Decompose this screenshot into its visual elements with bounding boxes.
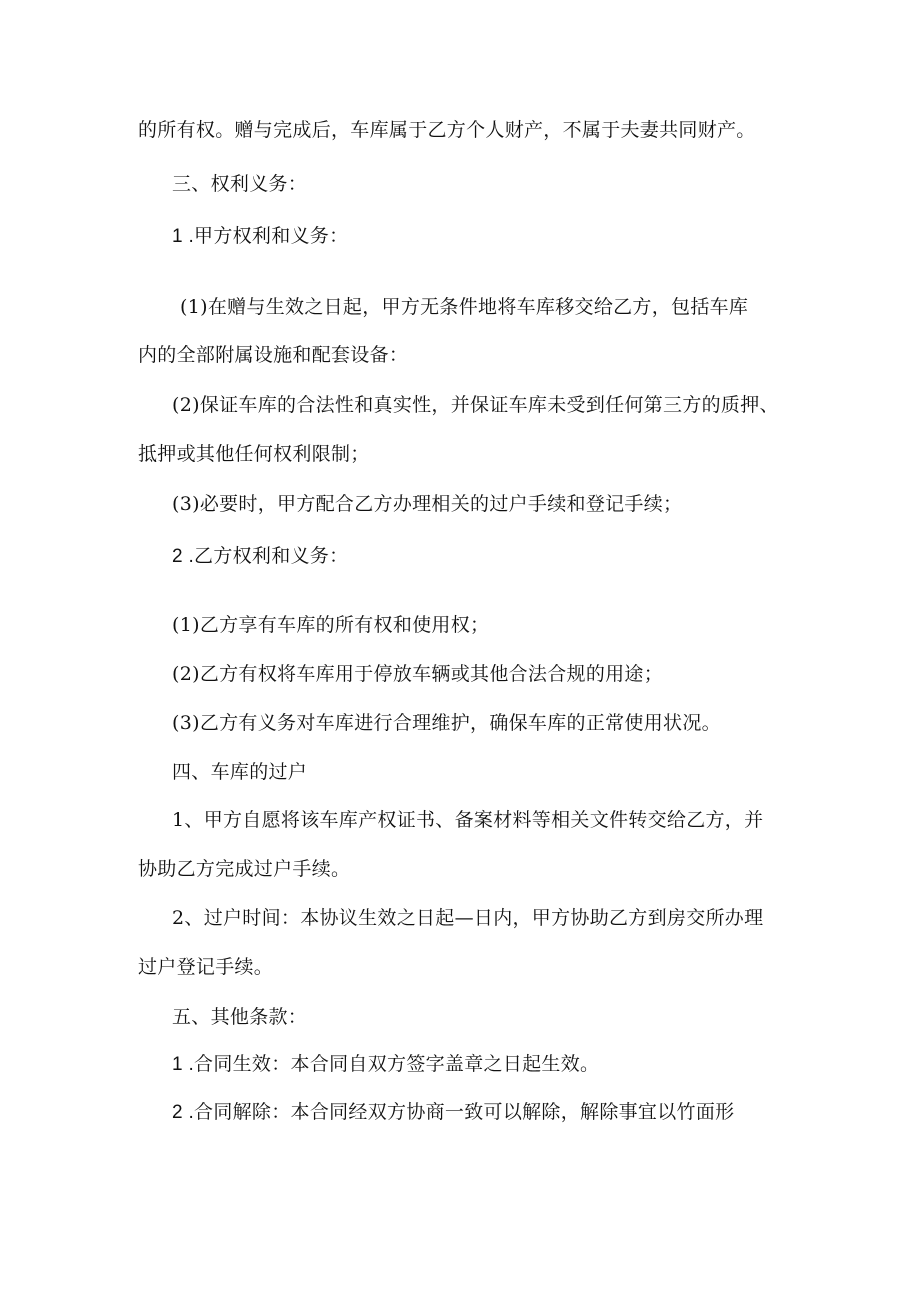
subsection-heading-party-b: 2 .乙方权利和义务： — [172, 546, 349, 567]
clause-a1-line1: (1)在赠与生效之日起，甲方无条件地将车库移交给乙方，包括车库 — [180, 296, 749, 318]
section-heading-transfer: 四、车库的过户 — [172, 761, 308, 783]
paragraph-continuation-line: 的所有权。赠与完成后，车库属于乙方个人财产，不属于夫妻共同财产。 — [138, 119, 756, 141]
other-clause1: 1 .合同生效：本合同自双方签字盖章之日起生效。 — [172, 1054, 600, 1075]
clause-a2-line2: 抵押或其他任何权利限制； — [138, 443, 370, 465]
clause-b1: (1)乙方享有车库的所有权和使用权； — [172, 614, 490, 636]
other-clause2: 2 .合同解除：本合同经双方协商一致可以解除，解除事宜以竹面形 — [172, 1102, 735, 1123]
transfer-clause1-line2: 协助乙方完成过户手续。 — [138, 858, 351, 880]
clause-a2-line1: (2)保证车库的合法性和真实性，并保证车库未受到任何第三方的质押、 — [172, 394, 779, 416]
clause-a3: (3)必要时，甲方配合乙方办理相关的过户手续和登记手续； — [172, 493, 683, 515]
subsection-heading-party-a: 1 .甲方权利和义务： — [172, 226, 349, 247]
transfer-clause2-line2: 过户登记手续。 — [138, 956, 274, 978]
transfer-clause1-line1: 1、甲方自愿将该车库产权证书、备案材料等相关文件转交给乙方，并 — [172, 809, 764, 831]
transfer-clause2-line1: 2、过户时间：本协议生效之日起—日内，甲方协助乙方到房交所办理 — [172, 907, 764, 929]
clause-b3: (3)乙方有义务对车库进行合理维护，确保车库的正常使用状况。 — [172, 712, 721, 734]
section-heading-rights-obligations: 三、权利义务： — [172, 173, 308, 195]
clause-b2: (2)乙方有权将车库用于停放车辆或其他合法合规的用途； — [172, 663, 664, 685]
clause-a1-line2: 内的全部附属设施和配套设备： — [138, 344, 409, 366]
section-heading-other-terms: 五、其他条款： — [172, 1006, 308, 1028]
